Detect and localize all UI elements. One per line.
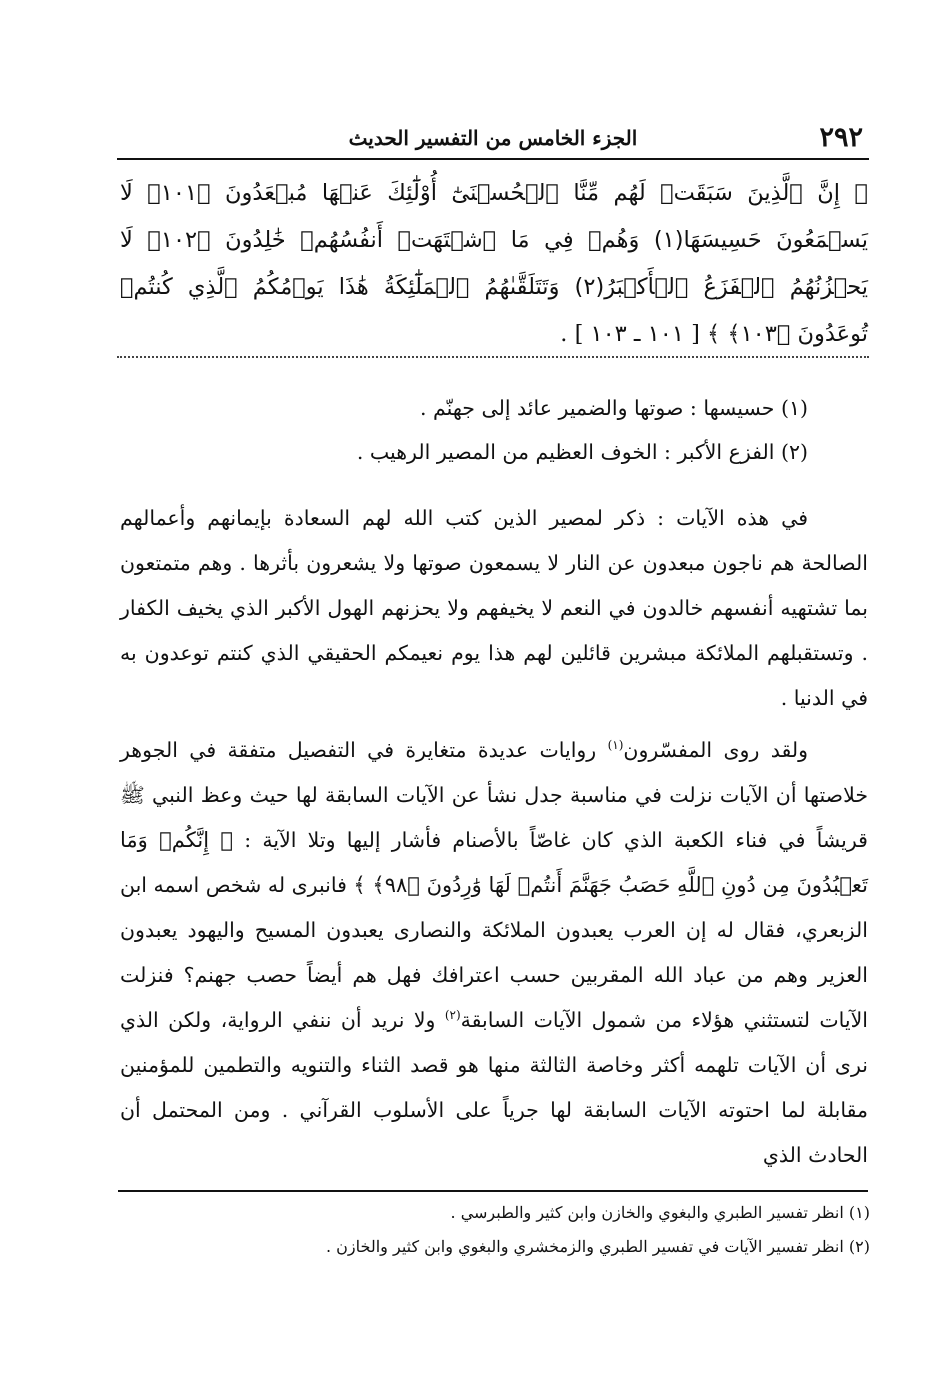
- quran-verse-block: [120, 170, 868, 358]
- footnote-marker: (١): [607, 738, 624, 753]
- glossary-item: (٢) الفزع الأكبر : الخوف العظيم من المصير الرهيب .: [356, 440, 808, 464]
- page-number: ٢٩٢: [819, 122, 863, 153]
- paragraph-text: ولقد روى المفسّرون: [623, 738, 808, 762]
- paragraph-text: ولا نريد أن ننفي الرواية، ولكن الذي نرى أن الآيات تلهمه أكثر وخاصة الثالثة منها هو قصد الثناء والتنويه والتطمين للمؤمنين مقابلة لما احتوته الآيات السابقة لها جرياً على الأسلوب القرآني . ومن المحتمل أن الحادث الذي: [120, 1008, 868, 1167]
- header-rule: [117, 158, 869, 160]
- quran-verse-text: ﴿ إِنَّ ٱلَّذِينَ سَبَقَتۡ لَهُم مِّنَّا ٱلۡحُسۡنَىٰٓ أُوْلَٰٓئِكَ عَنۡهَا مُبۡعَدُونَ ﴿١٠١﴾ لَا يَسۡمَعُونَ حَسِيسَهَا(١) وَهُمۡ فِي مَا ٱشۡتَهَتۡ أَنفُسُهُمۡ خَٰلِدُونَ ﴿١٠٢﴾ لَا يَحۡزُنُهُمُ ٱلۡفَزَعُ ٱلۡأَكۡبَرُ(٢) وَتَتَلَقَّىٰهُمُ ٱلۡمَلَٰٓئِكَةُ هَٰذَا يَوۡمُكُمُ ٱلَّذِي كُنتُمۡ تُوعَدُونَ ﴿١٠٣﴾ ﴾: [120, 180, 868, 347]
- glossary: [120, 386, 808, 474]
- commentary-paragraph-1: في هذه الآيات : ذكر لمصير الذين كتب الله لهم السعادة بإيمانهم وأعمالهم الصالحة هم ناجون مبعدون عن النار لا يسمعون صوتها ولا يشعرون بأثرها . وهم متمتعون بما تشتهيه أنفسهم خالدون في النعم لا يخيفهم ولا يحزنهم الهول الأكبر الذي يخيف الكفار . وتستقبلهم الملائكة مبشرين قائلين لهم هذا يوم نعيمكم الحقيقي الذي كنتم توعدون به في الدنيا .: [120, 506, 868, 710]
- footnote-marker: (٢): [444, 1008, 461, 1023]
- dotted-separator: [117, 356, 869, 358]
- footnotes: [120, 1196, 870, 1264]
- paragraph-text: فانبرى له شخص اسمه ابن الزبعري، فقال له إن العرب يعبدون الملائكة والنصارى يعبدون المسيح واليهود يعبدون العزير وهم من عباد الله المقربين حسب اعترافك فهل هم أيضاً حصب جهنم؟ فنزلت الآيات لتستثني هؤلاء من شمول الآيات السابقة: [120, 873, 868, 1032]
- paragraph-text: روايات عديدة متغايرة في التفصيل متفقة في الجوهر خلاصتها أن الآيات نزلت في مناسبة جدل نشأ عن الآيات السابقة لها حيث وعظ النبي ﷺ قريشاً في فناء الكعبة الذي كان غاصّاً بالأصنام فأشار إليها وتلا الآية :: [120, 738, 868, 852]
- verse-reference: [ ١٠١ ـ ١٠٣ ] .: [560, 321, 700, 347]
- footnote-item: (١) انظر تفسير الطبري والبغوي والخازن وابن كثير والطبرسي .: [450, 1203, 870, 1222]
- quran-quote: ﴿ إِنَّكُمۡ وَمَا تَعۡبُدُونَ مِن دُونِ ٱللَّهِ حَصَبُ جَهَنَّمَ أَنتُمۡ لَهَا وَٰرِدُونَ ﴿٩٨﴾ ﴾: [120, 828, 868, 897]
- footnote-item: (٢) انظر تفسير الآيات في تفسير الطبري والزمخشري والبغوي وابن كثير والخازن .: [326, 1237, 870, 1256]
- running-title: الجزء الخامس من التفسير الحديث: [348, 126, 638, 150]
- page-header: [117, 118, 869, 158]
- footnote-rule: [118, 1190, 868, 1192]
- commentary-paragraph-2: [120, 728, 868, 1178]
- glossary-item: (١) حسيسها : صوتها والضمير عائد إلى جهنّم .: [420, 396, 808, 420]
